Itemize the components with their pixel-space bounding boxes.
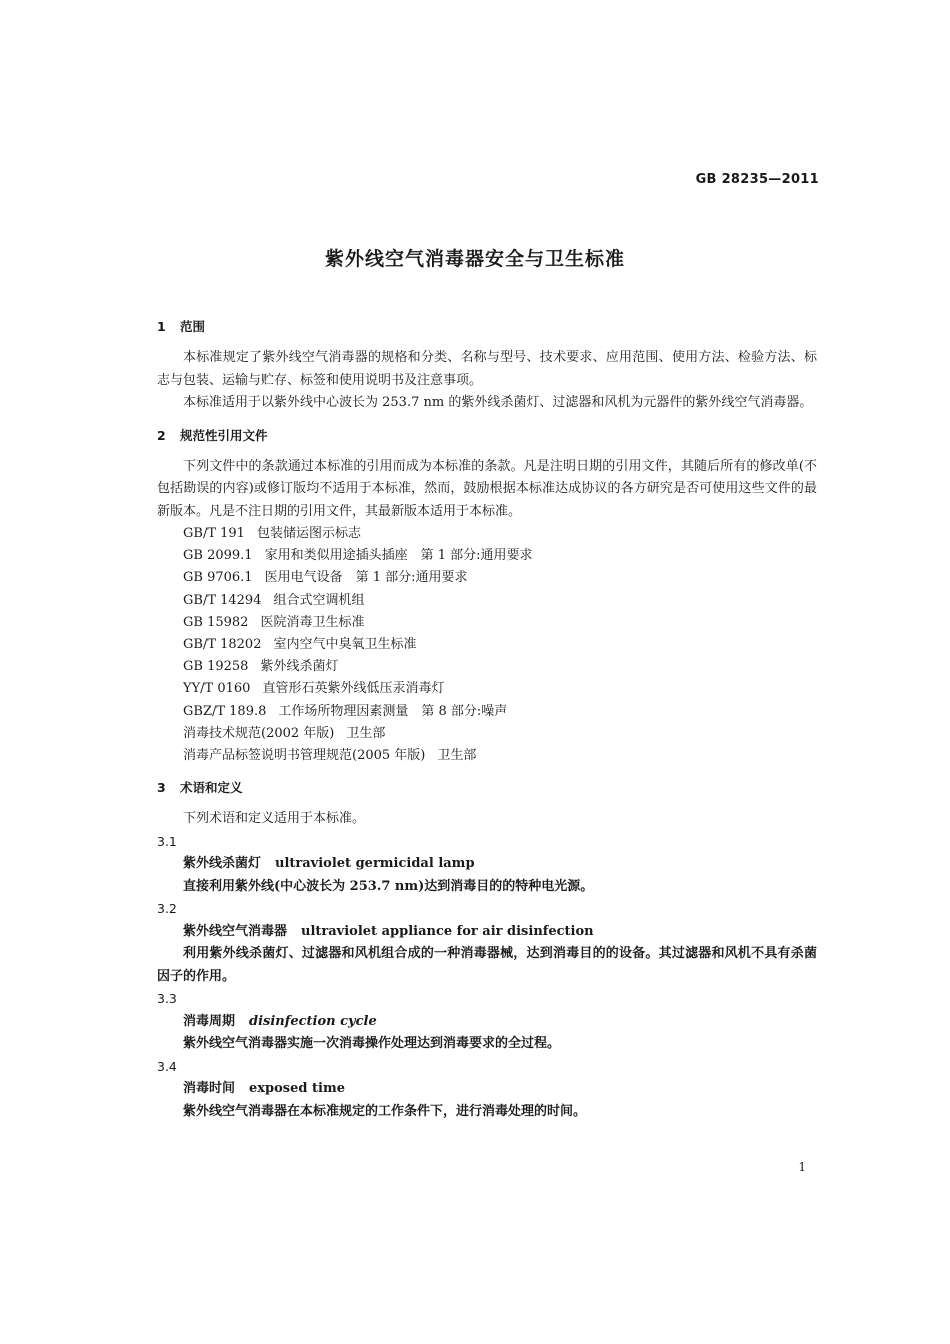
standard-number: GB 28235—2011 xyxy=(695,172,819,187)
section-number: 3 xyxy=(157,780,166,796)
reference-item: GB 9706.1 医用电气设备 第 1 部分:通用要求 xyxy=(183,570,468,586)
term-name: 消毒周期 disinfection cycle xyxy=(183,1013,377,1029)
reference-item: GB 2099.1 家用和类似用途插头插座 第 1 部分:通用要求 xyxy=(183,548,533,564)
term-number: 3.2 xyxy=(157,901,177,917)
scope-paragraph-1: 本标准规定了紫外线空气消毒器的规格和分类、名称与型号、技术要求、应用范围、使用方法、检验方法、标志与包装、运输与贮存、标签和使用说明书及注意事项。 xyxy=(157,350,817,388)
normative-paragraph: 下列文件中的条款通过本标准的引用而成为本标准的条款。凡是注明日期的引用文件，其随后所有的修改单(不包括勘误的内容)或修订版均不适用于本标准，然而，鼓励根据本标准达成协议的各方研究是否可使用这些文件的最新版本。凡是不注日期的引用文件，其最新版本适用于本标准。 xyxy=(157,458,817,519)
term-entry xyxy=(157,988,817,1056)
section-title: 范围 xyxy=(180,319,206,334)
term-number: 3.3 xyxy=(157,991,177,1007)
reference-item: GB 19258 紫外线杀菌灯 xyxy=(183,659,339,675)
reference-item: GBZ/T 189.8 工作场所物理因素测量 第 8 部分:噪声 xyxy=(183,703,508,719)
term-number: 3.4 xyxy=(157,1058,177,1074)
page-number: 1 xyxy=(798,1160,806,1174)
reference-item: YY/T 0160 直管形石英紫外线低压汞消毒灯 xyxy=(183,681,445,697)
reference-item: 消毒产品标签说明书管理规范(2005 年版) 卫生部 xyxy=(183,748,477,764)
term-definition: 紫外线空气消毒器在本标准规定的工作条件下，进行消毒处理的时间。 xyxy=(183,1103,587,1119)
section-heading-normative xyxy=(157,425,817,447)
section-heading-scope xyxy=(157,316,817,338)
term-definition: 直接利用紫外线(中心波长为 253.7 nm)达到消毒目的的特种电光源。 xyxy=(183,878,594,894)
term-definition: 紫外线空气消毒器实施一次消毒操作处理达到消毒要求的全过程。 xyxy=(183,1036,561,1052)
term-entry xyxy=(157,831,817,899)
reference-list xyxy=(157,523,817,767)
term-number: 3.1 xyxy=(157,833,177,849)
term-entry xyxy=(157,898,817,988)
reference-item: GB 15982 医院消毒卫生标准 xyxy=(183,614,365,630)
reference-item: 消毒技术规范(2002 年版) 卫生部 xyxy=(183,725,386,741)
reference-item: GB/T 18202 室内空气中臭氧卫生标准 xyxy=(183,637,417,653)
section-title: 规范性引用文件 xyxy=(180,427,268,443)
scope-paragraph-2: 本标准适用于以紫外线中心波长为 253.7 nm 的紫外线杀菌灯、过滤器和风机为元器件的紫外线空气消毒器。 xyxy=(183,395,813,410)
terms-intro: 下列术语和定义适用于本标准。 xyxy=(183,811,366,827)
term-name: 消毒时间 exposed time xyxy=(183,1081,345,1097)
section-title: 术语和定义 xyxy=(180,780,243,796)
section-heading-terms xyxy=(157,777,817,799)
term-entry xyxy=(157,1056,817,1124)
term-name: 紫外线杀菌灯 ultraviolet germicidal lamp xyxy=(183,856,475,872)
term-definition: 利用紫外线杀菌灯、过滤器和风机组合成的一种消毒器械，达到消毒目的的设备。其过滤器和风机不具有杀菌因子的作用。 xyxy=(157,946,817,984)
section-number: 1 xyxy=(157,319,166,334)
reference-item: GB/T 14294 组合式空调机组 xyxy=(183,592,365,608)
term-name: 紫外线空气消毒器 ultraviolet appliance for air disinfection xyxy=(183,923,594,939)
reference-item: GB/T 191 包装储运图示标志 xyxy=(183,526,361,541)
page-title: 紫外线空气消毒器安全与卫生标准 xyxy=(324,248,625,270)
document-body xyxy=(157,316,817,1123)
section-number: 2 xyxy=(157,427,166,443)
